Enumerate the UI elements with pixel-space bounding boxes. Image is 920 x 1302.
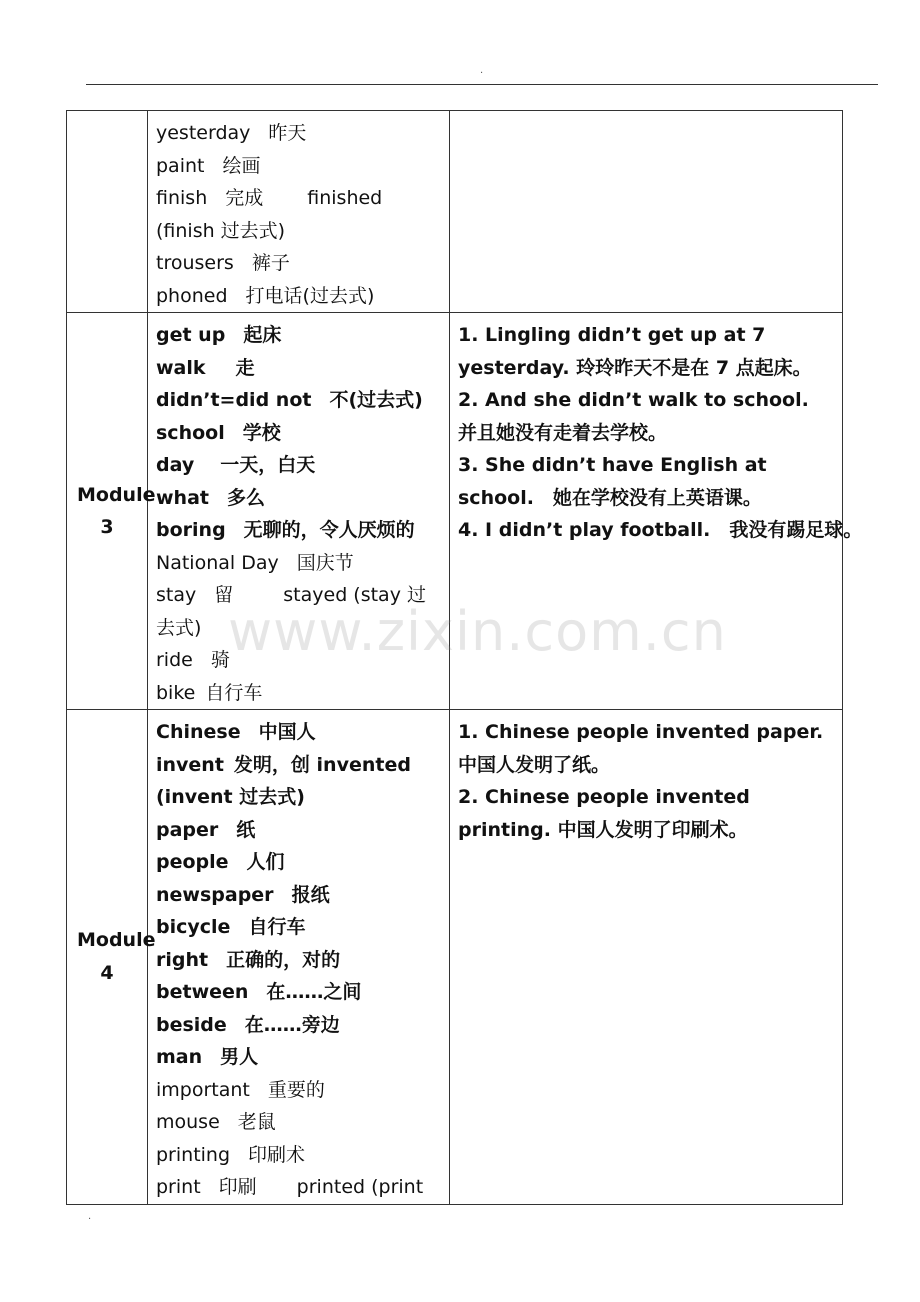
word-item: paper 纸 [156,818,256,841]
word-item: important 重要的 [156,1078,325,1101]
word-item: stay 留 stayed (stay 过去式) [156,584,426,639]
words-cell [148,710,450,1205]
example-sentence: 2. And she didn’t walk to school. 并且她没有走着去学校。 [458,389,828,444]
header-rule [86,84,878,85]
sentences-cell [450,111,843,313]
word-item: trousers 裤子 [156,252,290,274]
example-sentence: 4. I didn’t play football. 我没有踢足球。 [458,519,863,541]
word-item: National Day 国庆节 [156,551,354,574]
header-dot: . [480,65,484,76]
words-cell [148,111,450,313]
word-item: print 印刷 printed (print [156,1176,424,1198]
sentences-cell [450,710,843,1205]
word-item: didn’t=did not 不(过去式) [156,389,423,411]
word-item: walk 走 [156,356,255,379]
table-row [67,111,843,313]
table-row [67,710,843,1205]
word-item: people 人们 [156,851,285,873]
word-item: get up 起床 [156,324,282,346]
word-item: ride 骑 [156,649,230,671]
word-item: between 在……之间 [156,981,362,1003]
word-item: newspaper 报纸 [156,883,330,906]
sentences-cell [450,313,863,710]
word-item: phoned 打电话(过去式) [156,284,375,307]
word-item: day 一天，白天 [156,454,316,476]
example-sentence: 2. Chinese people invented printing. 中国人发明了印刷术。 [458,786,750,841]
word-item: mouse 老鼠 [156,1111,276,1133]
word-item: printing 印刷术 [156,1143,306,1166]
word-item: school 学校 [156,421,281,444]
module-cell: Module 4 [67,710,148,1205]
word-item: Chinese 中国人 [156,721,316,743]
word-item: yesterday 昨天 [156,122,307,144]
example-sentence: 1. Chinese people invented paper. 中国人发明了纸。 [458,721,824,776]
word-item: bicycle 自行车 [156,916,306,938]
word-item: what 多么 [156,486,265,509]
word-item: man 男人 [156,1046,259,1068]
module-cell [67,111,148,313]
word-item: boring 无聊的，令人厌烦的 [156,519,415,541]
example-sentence: 3. She didn’t have English at school. 她在学校没有上英语课。 [458,454,767,509]
word-item: beside 在……旁边 [156,1013,340,1036]
words-cell [148,313,450,710]
word-item: paint 绘画 [156,154,261,177]
vocabulary-table [66,110,863,1205]
example-sentence: 1. Lingling didn’t get up at 7 yesterday. 玲玲昨天不是在 7 点起床。 [458,324,812,379]
footer-dot: . [88,1211,92,1222]
word-item: bike 自行车 [156,681,263,704]
word-item: right 正确的，对的 [156,948,341,971]
table-row [67,313,843,710]
word-item: invent 发明，创 invented (invent 过去式) [156,753,411,808]
module-cell: Module 3 [67,313,148,710]
word-item: finish 完成 finished (finish 过去式) [156,187,383,242]
watermark-text: www.zixin.com.cn [228,600,727,663]
